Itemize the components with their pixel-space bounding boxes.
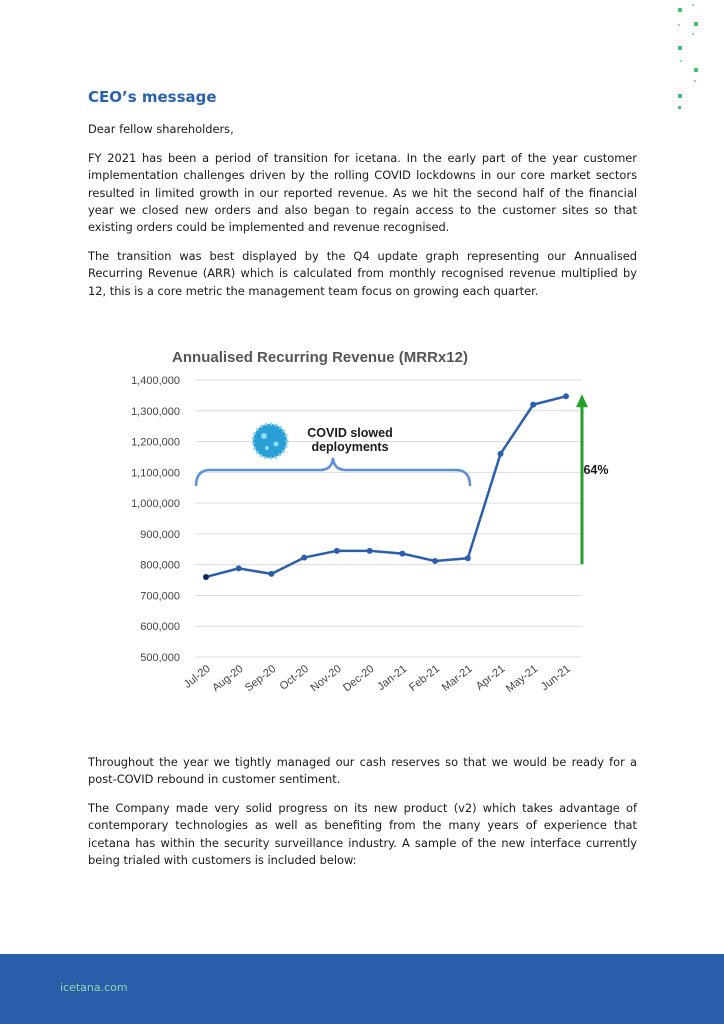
x-tick-label: Sep-20 (242, 662, 279, 695)
data-point (334, 548, 340, 554)
paragraph-product: The Company made very solid progress on its new product (v2) which takes advantage of contemporary technologies as well as benefiting from the many years of experience that icetana has within the security surveillance industry. A sample of the new interface currently being trialed with customers is included below: (88, 801, 637, 867)
y-tick-label: 800,000 (140, 559, 180, 572)
y-tick-label: 600,000 (140, 621, 180, 634)
x-tick-label: Apr-21 (473, 662, 508, 693)
x-tick-label: Dec-20 (341, 662, 377, 695)
growth-arrow-head (576, 394, 588, 407)
salutation: Dear fellow shareholders, (88, 122, 234, 136)
y-tick-label: 1,100,000 (131, 467, 180, 480)
covid-annotation-line1: COVID slowed (307, 426, 393, 440)
y-tick-label: 700,000 (140, 590, 180, 603)
data-point (399, 551, 405, 557)
y-tick-label: 900,000 (140, 528, 180, 541)
paragraph-cash: Throughout the year we tightly managed our cash reserves so that we would be ready for a post-COVID rebound in customer sentiment. (88, 755, 637, 787)
data-point (498, 451, 504, 457)
data-point (236, 565, 242, 571)
paragraph-arr: The transition was best displayed by the Q4 update graph representing our Annualised Recurring Revenue (ARR) which is calculated from monthly recognised revenue multiplied by 12, this is a core metric the management team focus on growing each quarter. (88, 249, 637, 298)
series-line (206, 396, 566, 577)
website-link[interactable]: icetana.com (60, 981, 128, 994)
data-point (203, 574, 209, 580)
data-point (530, 402, 536, 408)
y-tick-label: 500,000 (140, 652, 180, 664)
x-tick-label: May-21 (503, 662, 541, 695)
data-point (268, 571, 274, 577)
data-point (465, 555, 471, 561)
footer-bar (0, 954, 724, 1024)
chart-title: Annualised Recurring Revenue (MRRx12) (172, 349, 468, 366)
y-tick-label: 1,300,000 (131, 405, 180, 418)
x-tick-label: Mar-21 (439, 662, 475, 694)
data-point (367, 548, 373, 554)
x-tick-label: Jun-21 (538, 662, 573, 694)
x-tick-label: Oct-20 (277, 662, 312, 693)
virus-icon (253, 424, 287, 458)
y-tick-label: 1,200,000 (131, 436, 180, 449)
data-point (432, 558, 438, 564)
x-tick-label: Jan-21 (375, 662, 410, 694)
growth-label: 64% (583, 463, 609, 477)
x-tick-label: Jul-20 (181, 662, 213, 691)
covid-annotation-line2: deployments (311, 440, 389, 454)
paragraph-transition: FY 2021 has been a period of transition for icetana. In the early part of the year customer implementation challenges driven by the rolling COVID lockdowns in our core market sectors resulted in limited growth in our reported revenue. As we hit the second half of the financial year we closed new orders and also began to regain access to the customer sites so that existing orders could be implemented and revenue recognised. (88, 151, 637, 235)
y-tick-label: 1,400,000 (131, 375, 180, 387)
x-tick-label: Feb-21 (407, 662, 442, 694)
arr-chart (110, 336, 630, 721)
data-point (563, 393, 569, 399)
data-point (301, 555, 307, 561)
decorative-dots (676, 0, 706, 115)
x-tick-label: Aug-20 (210, 662, 246, 695)
y-tick-label: 1,000,000 (131, 498, 180, 511)
page-title: CEO’s message (88, 88, 217, 106)
x-tick-label: Nov-20 (308, 662, 344, 695)
